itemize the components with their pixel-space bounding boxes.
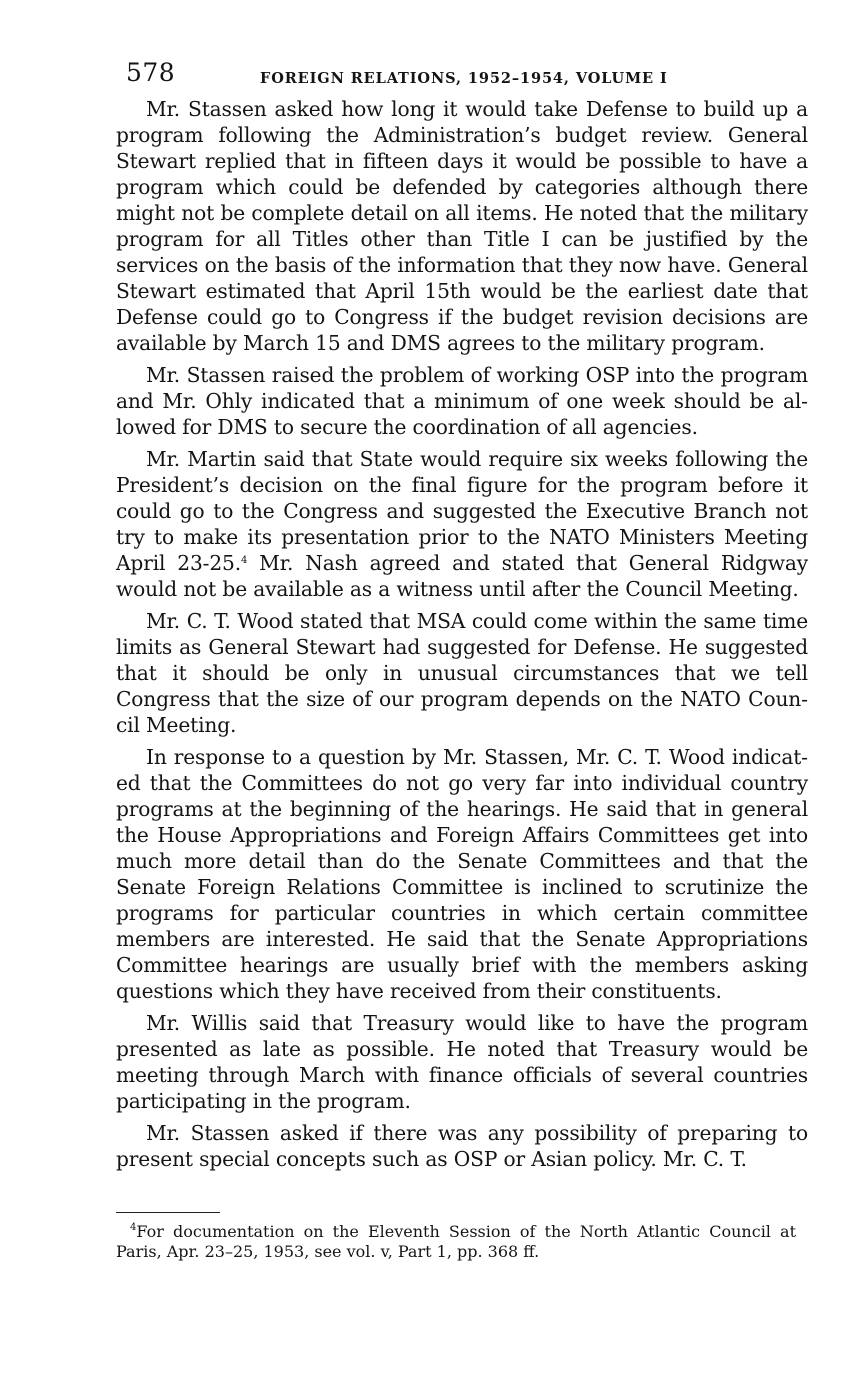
paragraph-7: Mr. Stassen asked if there was any possibility of preparing to present special concepts such as OSP or Asian policy. Mr. C. T. bbox=[116, 1121, 808, 1171]
paragraph-3 bbox=[116, 446, 808, 602]
footnote-text: For documentation on the Eleventh Session of the North Atlantic Council at Paris, Apr. 23–25, 1953, see vol. v, Part 1, pp. 368 ff. bbox=[116, 1222, 796, 1261]
footnote-reference: 4 bbox=[241, 555, 248, 566]
page-number: 578 bbox=[126, 58, 176, 87]
paragraph-6: Mr. Willis said that Treasury would like to have the program presented as late as possible. He noted that Treasury would be meeting through March with finance officials of several countries participating in the program. bbox=[116, 1011, 808, 1113]
body-text bbox=[116, 96, 808, 1178]
paragraph-1: Mr. Stassen asked how long it would take Defense to build up a program following the Administration’s budget review. General Stewart replied that in fifteen days it would be possible to have a program which could be defended by categories although there might not be complete detail on all items. He noted that the military program for all Titles other than Title I can be justified by the services on the basis of the information that they now have. General Stewart estimated that April 15th would be the earliest date that Defense could go to Congress if the budget revision decisions are available by March 15 and DMS agrees to the military program. bbox=[116, 97, 808, 355]
paragraph-5: In response to a question by Mr. Stassen, Mr. C. T. Wood indicated that the Committees do not go very far into individual country programs at the beginning of the hearings. He said that in general the House Appropriations and Foreign Affairs Committees get into much more detail than do the Senate Committees and that the Senate Foreign Relations Committee is inclined to scrutinize the programs for particular countries in which certain committee members are interested. He said that the Senate Appropriations Committee hearings are usually brief with the members asking questions which they have received from their constituents. bbox=[116, 745, 808, 1003]
running-head: FOREIGN RELATIONS, 1952–1954, VOLUME I bbox=[260, 70, 668, 87]
footnote bbox=[116, 1222, 796, 1262]
paragraph-3-text-after: Mr. Nash agreed and stated that General Ridgway would not be available as a witness until after the Council Meeting. bbox=[116, 551, 808, 601]
paragraph-4: Mr. C. T. Wood stated that MSA could come within the same time limits as General Stewart had suggested for Defense. He suggested that it should be only in unusual circumstances that we tell Congress that the size of our program depends on the NATO Council Meeting. bbox=[116, 609, 808, 737]
footnote-divider bbox=[116, 1212, 220, 1213]
footnote-mark: 4 bbox=[130, 1222, 137, 1233]
paragraph-2: Mr. Stassen raised the problem of working OSP into the program and Mr. Ohly indicated that a minimum of one week should be allowed for DMS to secure the coordination of all agencies. bbox=[116, 363, 808, 439]
page-header bbox=[126, 58, 816, 92]
paragraph-3-text-before: Mr. Martin said that State would require six weeks following the President’s decision on the final figure for the program before it could go to the Congress and suggested the Executive Branch not try to make its presentation prior to the NATO Ministers Meeting April 23-25. bbox=[116, 447, 808, 575]
